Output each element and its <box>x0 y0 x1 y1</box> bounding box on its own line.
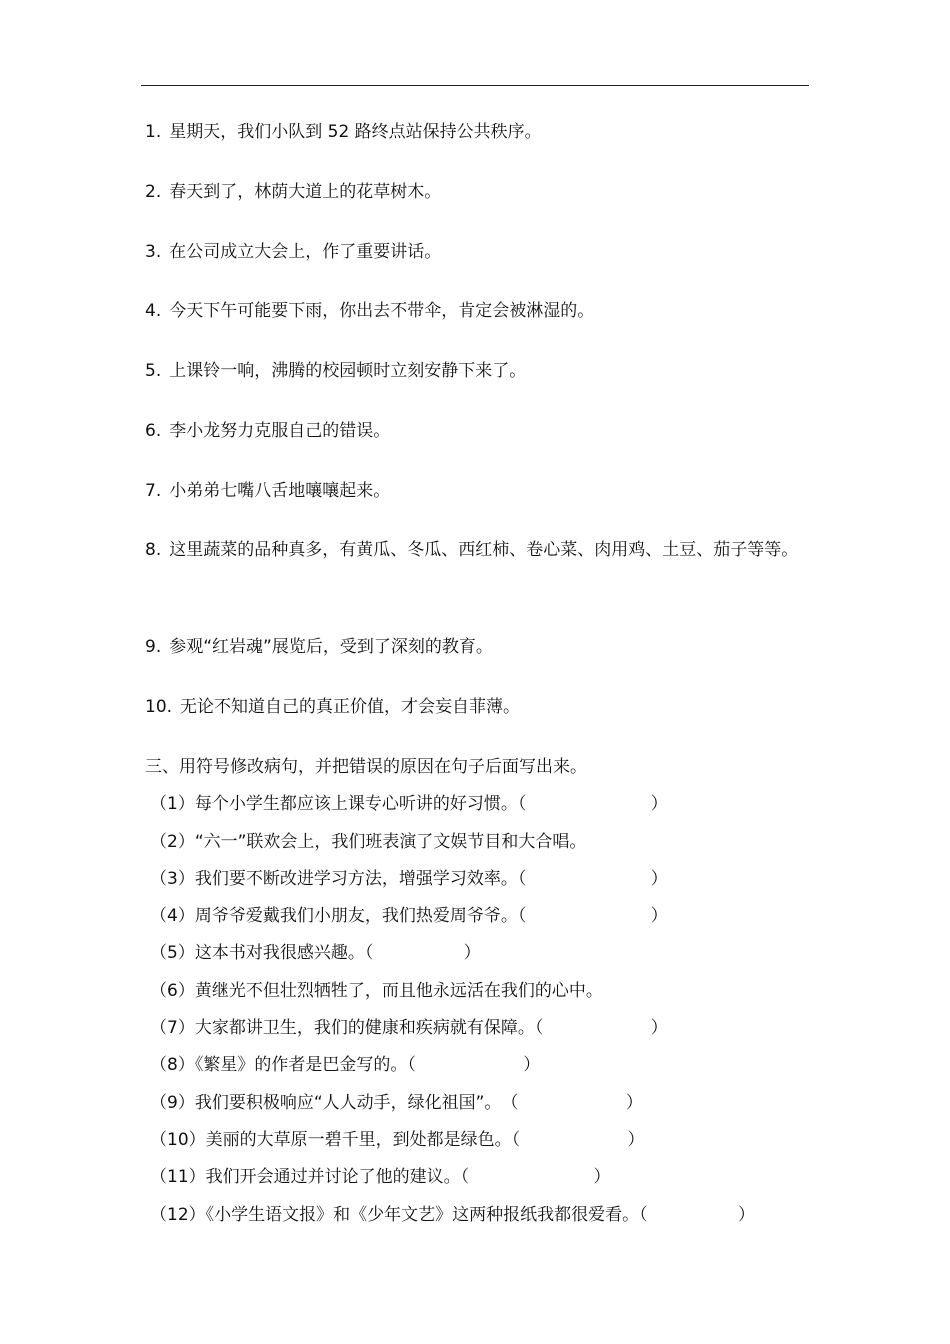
item-number: 10. <box>145 697 173 717</box>
exercise-sentence: （3）我们要不断改进学习方法，增强学习效率。（ ） <box>150 869 668 889</box>
item-number: 3. <box>145 242 162 262</box>
list-item <box>145 301 594 321</box>
item-number: 8. <box>145 540 162 560</box>
exercise-sentence: （11）我们开会通过并讨论了他的建议。（ ） <box>150 1167 611 1187</box>
item-text: 无论不知道自己的真正价值，才会妄自菲薄。 <box>180 697 521 717</box>
exercise-sentence: （10）美丽的大草原一碧千里，到处都是绿色。（ ） <box>150 1130 645 1150</box>
exercise-sentence: （2）“六一”联欢会上，我们班表演了文娱节目和大合唱。 <box>150 832 587 852</box>
item-text: 春天到了，林荫大道上的花草树木。 <box>169 182 442 202</box>
item-text: 参观“红岩魂”展览后，受到了深刻的教育。 <box>169 637 493 657</box>
item-number: 9. <box>145 637 162 657</box>
header-rule <box>141 85 809 86</box>
list-item <box>145 637 493 657</box>
item-number: 6. <box>145 421 162 441</box>
exercise-sentence: （1）每个小学生都应该上课专心听讲的好习惯。（ ） <box>150 794 668 814</box>
item-number: 1. <box>145 122 162 142</box>
exercise-sentence: （9）我们要积极响应“人人动手，绿化祖国”。 （ ） <box>150 1093 643 1113</box>
item-text: 上课铃一响，沸腾的校园顿时立刻安静下来了。 <box>169 361 527 381</box>
item-text: 星期天，我们小队到 52 路终点站保持公共秩序。 <box>169 122 542 142</box>
list-item <box>145 122 542 142</box>
item-text: 在公司成立大会上，作了重要讲话。 <box>169 242 442 262</box>
item-text: 今天下午可能要下雨，你出去不带伞，肯定会被淋湿的。 <box>169 301 595 321</box>
list-item <box>145 242 441 262</box>
list-item <box>145 532 810 568</box>
list-item <box>145 361 526 381</box>
list-item <box>145 421 390 441</box>
item-text: 李小龙努力克服自己的错误。 <box>169 421 391 441</box>
exercise-sentence: （6）黄继光不但壮烈牺牲了，而且他永远活在我们的心中。 <box>150 981 603 1001</box>
item-text: 小弟弟七嘴八舌地嚷嚷起来。 <box>169 481 391 501</box>
exercise-sentence: （5）这本书对我很感兴趣。（ ） <box>150 943 481 963</box>
section-heading: 三、用符号修改病句，并把错误的原因在句子后面写出来。 <box>145 757 587 777</box>
item-text: 这里蔬菜的品种真多，有黄瓜、冬瓜、西红柿、卷心菜、肉用鸡、土豆、茄子等等。 <box>169 540 799 560</box>
item-number: 7. <box>145 481 162 501</box>
exercise-sentence: （8）《繁星》的作者是巴金写的。（ ） <box>150 1055 541 1075</box>
item-number: 2. <box>145 182 162 202</box>
item-number: 4. <box>145 301 162 321</box>
list-item <box>145 697 520 717</box>
list-item <box>145 182 441 202</box>
list-item <box>145 481 390 501</box>
exercise-sentence: （4）周爷爷爱戴我们小朋友，我们热爱周爷爷。（ ） <box>150 906 668 926</box>
exercise-sentence: （7）大家都讲卫生，我们的健康和疾病就有保障。（ ） <box>150 1018 668 1038</box>
exercise-sentence: （12）《小学生语文报》和《少年文艺》这两种报纸我都很爱看。（ ） <box>150 1205 756 1225</box>
item-number: 5. <box>145 361 162 381</box>
